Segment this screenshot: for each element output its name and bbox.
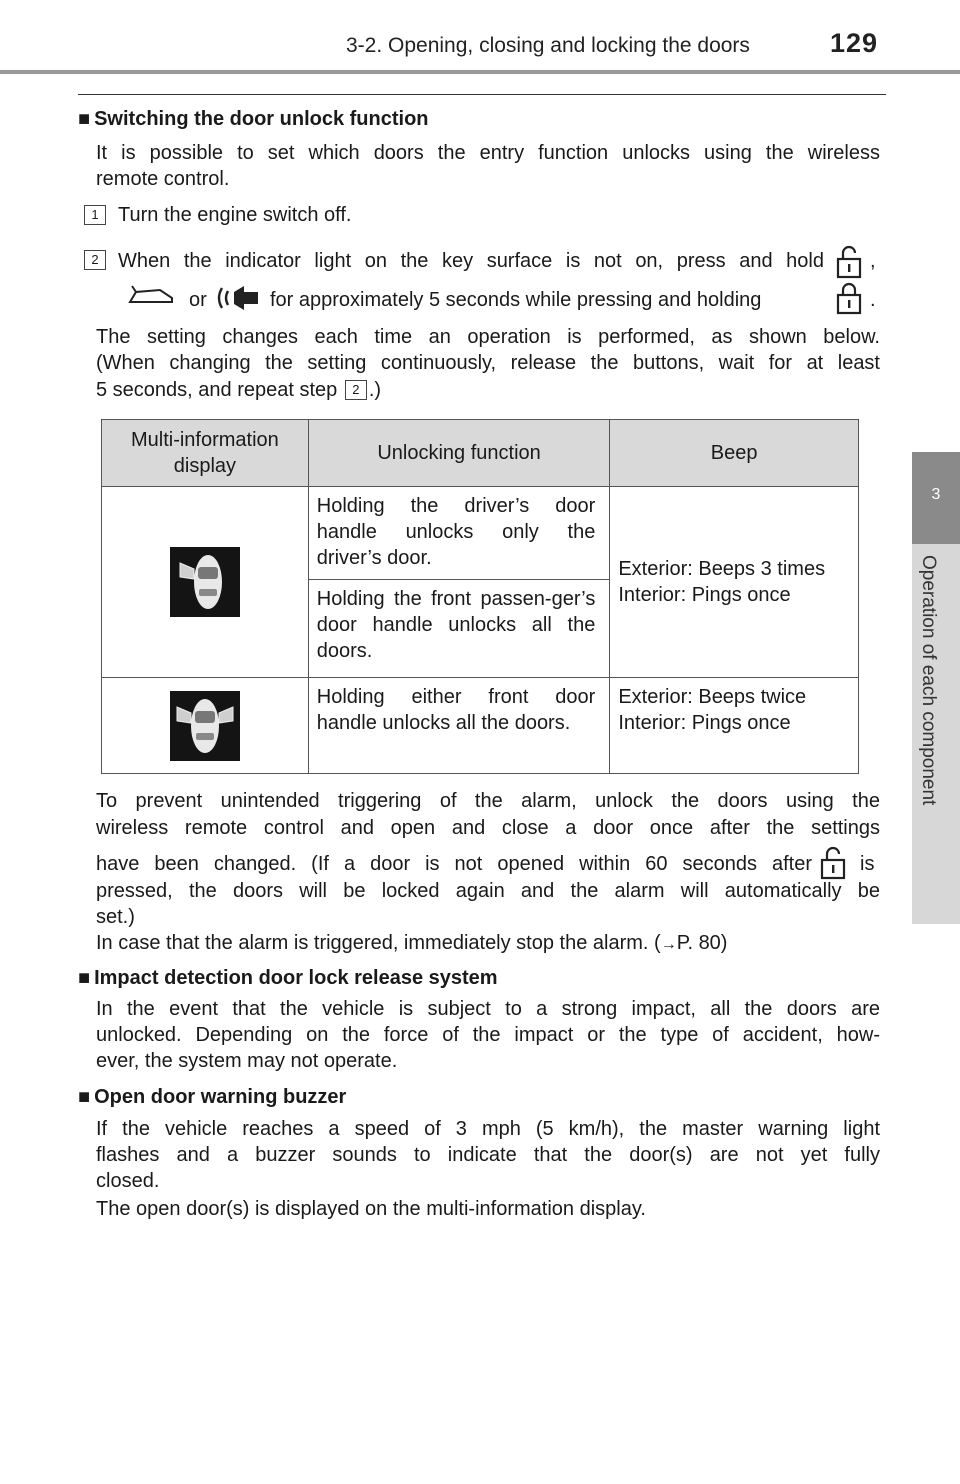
- row-1-function-driver: Holding the driver’s door handle unlocks only the driver’s door.: [308, 487, 610, 580]
- alarm-note-line-6-text: In case that the alarm is triggered, immediately stop the alarm. (: [96, 932, 661, 954]
- step-2-or: or: [189, 289, 207, 311]
- chapter-title: Operation of each component: [918, 555, 939, 806]
- alarm-note-line-1: To prevent unintended triggering of the alarm, unlock the doors using the: [96, 790, 880, 812]
- step-1-badge: 1: [84, 205, 106, 225]
- heading-text: Switching the door unlock function: [94, 108, 429, 130]
- alarm-note-line-3-end: is: [860, 853, 875, 875]
- table-header-beep: Beep: [610, 420, 859, 487]
- page-ref-arrow-icon: →: [660, 936, 677, 953]
- heading-bullet-icon: ■: [78, 1086, 91, 1108]
- heading-bullet-icon: ■: [78, 967, 91, 989]
- step-2-comma: ,: [870, 250, 876, 272]
- heading-text: Impact detection door lock release system: [94, 967, 498, 989]
- unlock-icon: [818, 845, 848, 881]
- step-1-text: Turn the engine switch off.: [118, 204, 352, 226]
- table-row: [102, 678, 859, 774]
- buzzer-line-1: If the vehicle reaches a speed of 3 mph (5 km/h), the master warning light: [96, 1118, 880, 1140]
- setting-line-3: [96, 377, 381, 403]
- impact-line-3: ever, the system may not operate.: [96, 1050, 398, 1072]
- row-1-beep-exterior: Exterior: Beeps 3 times: [618, 558, 826, 580]
- intro-line-1: It is possible to set which doors the entry function unlocks using the wireless: [96, 142, 880, 164]
- chapter-tab: [912, 452, 960, 544]
- buzzer-line-3: closed.: [96, 1170, 160, 1192]
- impact-line-1: In the event that the vehicle is subject to a strong impact, all the doors are: [96, 998, 880, 1020]
- car-both-doors-open-icon: [170, 691, 240, 761]
- step-2-badge: 2: [84, 250, 106, 270]
- heading-bullet-icon: ■: [78, 108, 91, 130]
- step-2-line-2: for approximately 5 seconds while pressing and holding: [270, 289, 762, 311]
- setting-line-3-end: .): [368, 379, 382, 401]
- row-1-beep-interior: Interior: Pings once: [618, 584, 791, 606]
- header-section-title: 3-2. Opening, closing and locking the doors: [346, 34, 750, 57]
- table-row: [102, 487, 859, 580]
- content-rule: [78, 94, 886, 95]
- table-header-unlocking-function: Unlocking function: [308, 420, 610, 487]
- row-2-beep-interior: Interior: Pings once: [618, 712, 791, 734]
- table-header-display: Multi-information display: [102, 420, 309, 487]
- buzzer-line-4: The open door(s) is displayed on the multi-information display.: [96, 1198, 646, 1220]
- page-ref-link[interactable]: P. 80): [676, 932, 728, 954]
- setting-line-3-text: 5 seconds, and repeat step: [96, 379, 338, 401]
- buzzer-line-2: flashes and a buzzer sounds to indicate that the door(s) are not yet fully: [96, 1144, 880, 1166]
- heading-text: Open door warning buzzer: [94, 1086, 347, 1108]
- setting-line-1: The setting changes each time an operation is performed, as shown below.: [96, 326, 880, 348]
- intro-line-2: remote control.: [96, 168, 230, 190]
- row-2-function: Holding either front door handle unlocks all the doors.: [308, 678, 610, 774]
- unlock-function-table: [101, 419, 859, 774]
- table-header-row: [102, 420, 859, 487]
- display-cell-driver: [102, 487, 309, 678]
- row-1-beep: [610, 487, 859, 678]
- page-number: 129: [830, 28, 879, 58]
- chapter-number: 3: [931, 486, 941, 503]
- car-driver-door-open-icon: [170, 547, 240, 617]
- row-2-beep-exterior: Exterior: Beeps twice: [618, 686, 807, 708]
- section-heading-unlock-function: [78, 106, 429, 132]
- step-2-line-1: When the indicator light on the key surface is not on, press and hold: [118, 250, 824, 272]
- setting-line-2: (When changing the setting continuously, release the buttons, wait for at least: [96, 352, 880, 374]
- impact-line-2: unlocked. Depending on the force of the impact or the type of accident, how-: [96, 1024, 880, 1046]
- panic-alarm-icon: [216, 282, 262, 314]
- alarm-note-line-2: wireless remote control and open and close a door once after the settings: [96, 817, 880, 839]
- display-cell-both: [102, 678, 309, 774]
- row-1-function-passenger: Holding the front passen-ger’s door handle unlocks all the doors.: [308, 580, 610, 678]
- header-rule: [0, 70, 960, 74]
- step-2-reference-badge: 2: [345, 380, 367, 400]
- row-2-beep: [610, 678, 859, 774]
- trunk-icon: [128, 284, 174, 308]
- alarm-note-line-3: have been changed. (If a door is not opened within 60 seconds after: [96, 853, 812, 875]
- section-heading-open-door-buzzer: [78, 1084, 346, 1110]
- step-2-period: .: [870, 289, 876, 311]
- alarm-note-line-4: pressed, the doors will be locked again and the alarm will automatically be: [96, 880, 880, 902]
- alarm-note-line-6: [96, 930, 727, 958]
- unlock-icon: [834, 244, 864, 280]
- alarm-note-line-5: set.): [96, 906, 135, 928]
- lock-icon: [834, 280, 864, 316]
- section-heading-impact-detection: [78, 965, 498, 991]
